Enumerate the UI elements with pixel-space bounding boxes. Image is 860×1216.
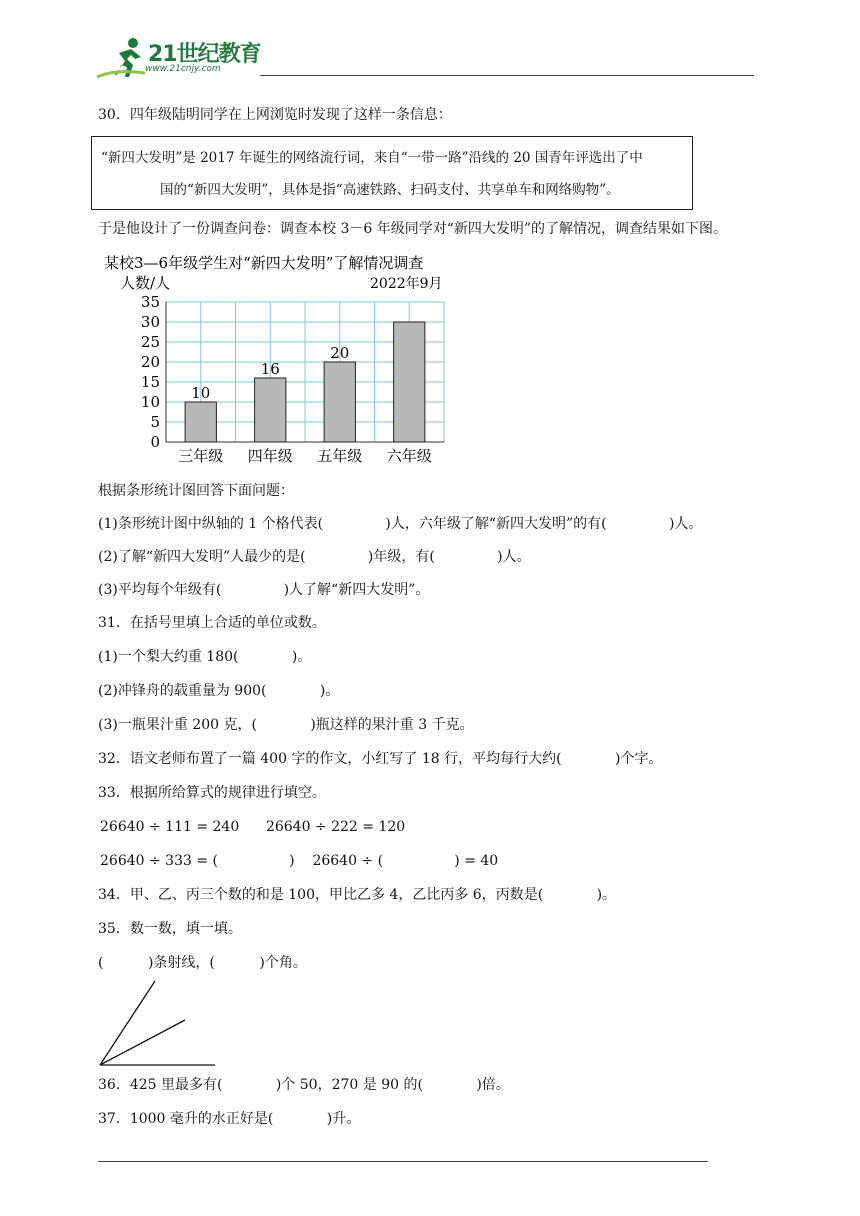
bar: [324, 362, 355, 442]
info-line-1: “新四大发明”是 2017 年诞生的网络流行词，来自“一带一路”沿线的 20 国青年评选出了中: [101, 150, 643, 166]
q33-stem: 33．根据所给算式的规律进行填空。: [98, 785, 326, 801]
y-tick-label: 15: [140, 373, 160, 391]
footer-rule: [98, 1161, 708, 1162]
q34-text: 34．甲、乙、丙三个数的和是 100，甲比乙多 4，乙比丙多 6，丙数是( )。: [98, 887, 617, 903]
q35-blank: ( )条射线，( )个角。: [98, 955, 307, 971]
data-label: 16: [260, 360, 280, 378]
ray-2: [100, 1020, 185, 1065]
y-tick-label: 5: [150, 413, 160, 431]
q30-after-chart: 根据条形统计图回答下面问题：: [98, 483, 294, 499]
y-tick-label: 20: [140, 353, 160, 371]
x-tick-label: 三年级: [178, 447, 224, 465]
q30-sub2: (2)了解“新四大发明”人最少的是( )年级，有( )人。: [98, 549, 531, 565]
y-tick-label: 0: [150, 433, 160, 451]
y-tick-labels: [141, 293, 160, 451]
bar: [185, 402, 216, 442]
q33-row2: 26640 ÷ 333 = ( ) 26640 ÷ ( ) = 40: [100, 853, 499, 869]
x-tick-labels: [178, 447, 432, 465]
header-rule: [260, 75, 754, 76]
q31-sub3: (3)一瓶果汁重 200 克，( )瓶这样的果汁重 3 千克。: [98, 717, 474, 733]
q30-sub1: (1)条形统计图中纵轴的 1 个格代表( )人，六年级了解“新四大发明”的有( )人。: [98, 516, 703, 532]
data-label: 10: [191, 384, 211, 402]
q36-text: 36．425 里最多有( )个 50，270 是 90 的( )倍。: [98, 1077, 510, 1093]
logo-url: www.21cnjy.com: [145, 64, 221, 74]
q33-row1: 26640 ÷ 111 = 240 26640 ÷ 222 = 120: [100, 819, 406, 835]
rays-figure: [95, 975, 225, 1070]
q30-stem: 30．四年级陆明同学在上网浏览时发现了这样一条信息：: [98, 107, 452, 123]
logo-text: 21世纪教育: [148, 42, 261, 67]
data-label: 20: [330, 344, 350, 362]
y-tick-label: 35: [140, 293, 160, 311]
q30-intro: 于是他设计了一份调查问卷：调查本校 3－6 年级同学对“新四大发明”的了解情况，调查结果如下图。: [98, 221, 728, 237]
q30-sub3: (3)平均每个年级有( )人了解“新四大发明”。: [98, 582, 430, 598]
x-tick-label: 六年级: [386, 447, 432, 465]
chart-title: 某校3—6年级学生对“新四大发明”了解情况调查: [104, 254, 424, 272]
q32-text: 32．语文老师布置了一篇 400 字的作文，小红写了 18 行，平均每行大约( )个字。: [98, 751, 663, 767]
info-line-2: 国的“新四大发明”，具体是指“高速铁路、扫码支付、共享单车和网络购物”。: [160, 182, 620, 198]
y-tick-label: 25: [140, 333, 160, 351]
bar: [394, 322, 425, 442]
q37-text: 37．1000 毫升的水正好是( )升。: [98, 1111, 361, 1127]
x-tick-label: 五年级: [317, 447, 363, 465]
y-tick-label: 10: [140, 393, 160, 411]
q31-stem: 31．在括号里填上合适的单位或数。: [98, 615, 326, 631]
q31-sub1: (1)一个梨大约重 180( )。: [98, 649, 312, 665]
chart-ylabel: 人数/人: [120, 274, 171, 292]
bar: [255, 378, 286, 442]
chart-date: 2022年9月: [370, 276, 443, 292]
q31-sub2: (2)冲锋舟的载重量为 900( )。: [98, 683, 340, 699]
y-tick-label: 30: [140, 313, 160, 331]
q35-stem: 35．数一数，填一填。: [98, 921, 242, 937]
ray-1: [100, 981, 155, 1065]
x-tick-label: 四年级: [247, 447, 293, 465]
bar-chart: [98, 250, 498, 470]
